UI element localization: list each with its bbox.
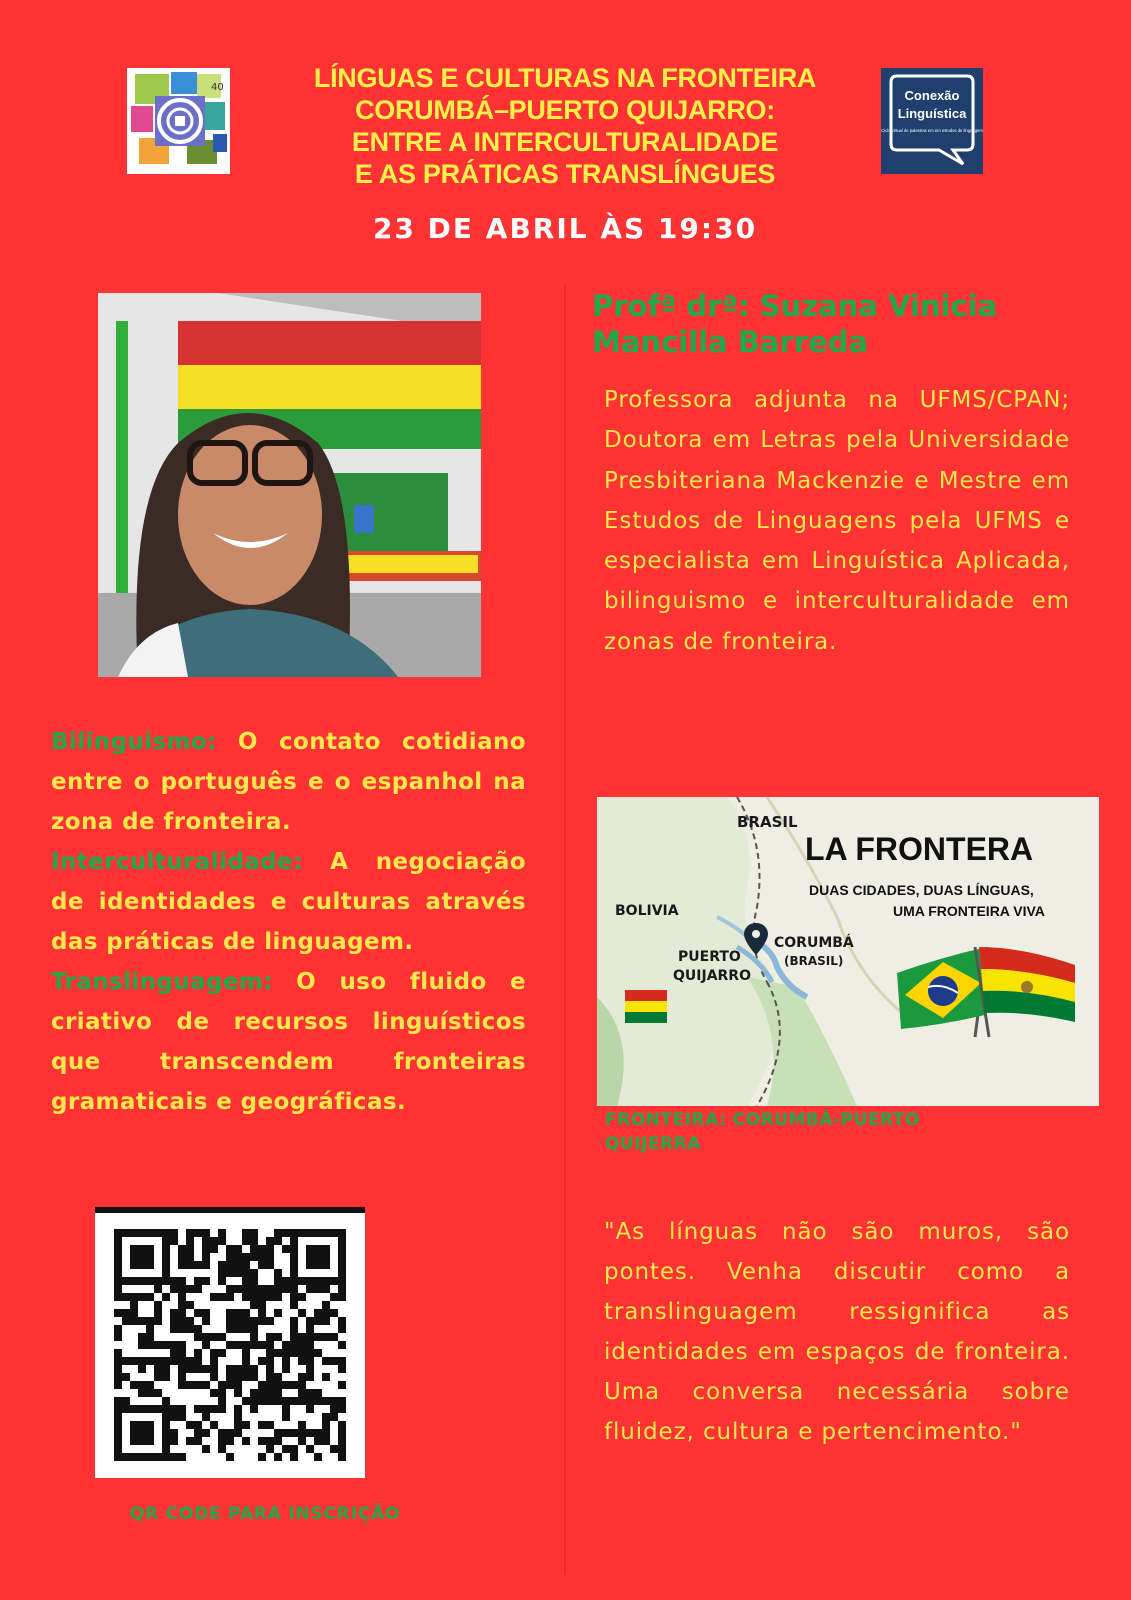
concept-term: Bilinguismo: — [51, 729, 217, 755]
map-subtitle-2: UMA FRONTEIRA VIVA — [893, 903, 1045, 919]
concept-text: O uso fluido e criativo de recursos linguísticos que transcendem fronteiras gramaticais e geográficas. — [51, 969, 526, 1115]
event-quote: "As línguas não são muros, são pontes. Venha discutir como a translinguagem ressignifica as identidades em espaços de fronteira. Uma conversa necessária sobre fluidez, cultura e pertencimento." — [604, 1219, 1070, 1445]
title-line-3: ENTRE A INTERCULTURALIDADE — [351, 127, 779, 157]
map-label-brasil: BRASIL — [737, 813, 798, 831]
event-date: 23 DE ABRIL ÀS 19:30 — [372, 212, 758, 245]
map-caption: FRONTEIRA: CORUMBÁ-PUERTO QUIJERRA — [605, 1110, 920, 1154]
concept-item — [51, 962, 526, 1122]
speaker-photo — [98, 293, 481, 677]
speaker-photo-icon — [98, 293, 481, 677]
map-label-quijarro: QUIJARRO — [673, 968, 751, 984]
speaker-bio: Professora adjunta na UFMS/CPAN; Doutora em Letras pela Universidade Presbiteriana Mackenzie e Mestre em Estudos de Linguagens pela UFMS e especialista em Linguística Aplicada, bilinguismo e interculturalidade em zonas de fronteira. — [604, 387, 1070, 655]
concept-text: A negociação de identidades e culturas através das práticas de linguagem. — [51, 849, 526, 955]
event-title — [250, 62, 880, 190]
map-title: LA FRONTERA — [805, 831, 1034, 867]
map-label-brasil-sub: (BRASIL) — [784, 954, 844, 968]
concept-text: O contato cotidiano entre o português e o espanhol na zona de fronteira. — [51, 729, 526, 835]
map-subtitle-1: DUAS CIDADES, DUAS LÍNGUAS, — [809, 882, 1034, 898]
registration-qr-code[interactable] — [95, 1207, 365, 1478]
map-label-corumba: CORUMBÁ — [774, 935, 854, 951]
concepts-list — [51, 722, 526, 1122]
qr-caption: QR CODE PARA INSCRIÇÃO — [129, 1504, 401, 1524]
qr-code-icon — [95, 1207, 365, 1478]
speech-bubble-icon — [881, 68, 983, 174]
title-line-1: LÍNGUAS E CULTURAS NA FRONTEIRA — [313, 63, 817, 93]
concept-term: Translinguagem: — [51, 969, 273, 995]
logo-line-1: Conexão — [904, 88, 960, 103]
map-label-puerto: PUERTO — [678, 949, 741, 965]
conexao-linguistica-logo — [881, 68, 983, 174]
concept-item — [51, 842, 526, 962]
speaker-name: Profª drª: Suzana Vinicia Mancilla Barreda — [592, 289, 998, 359]
border-map — [597, 797, 1099, 1106]
logo-line-2: Linguística — [897, 106, 967, 121]
map-label-bolivia: BOLIVIA — [615, 903, 679, 919]
map-illustration — [597, 797, 1099, 1106]
logo-subtitle: Ciclo virtual de palestras em em estudos de linguagem — [881, 128, 983, 133]
column-divider — [564, 285, 566, 1575]
logo-badge: 40 — [211, 82, 224, 93]
left-logo — [127, 68, 230, 174]
title-line-4: E AS PRÁTICAS TRANSLÍNGUES — [354, 159, 776, 189]
small-bolivia-flag-icon — [625, 990, 667, 1023]
concept-item — [51, 722, 526, 842]
concept-term: Interculturalidade: — [51, 849, 303, 875]
title-line-2: CORUMBÁ–PUERTO QUIJARRO: — [355, 95, 775, 125]
colorful-mosaic-logo-icon — [127, 68, 230, 174]
